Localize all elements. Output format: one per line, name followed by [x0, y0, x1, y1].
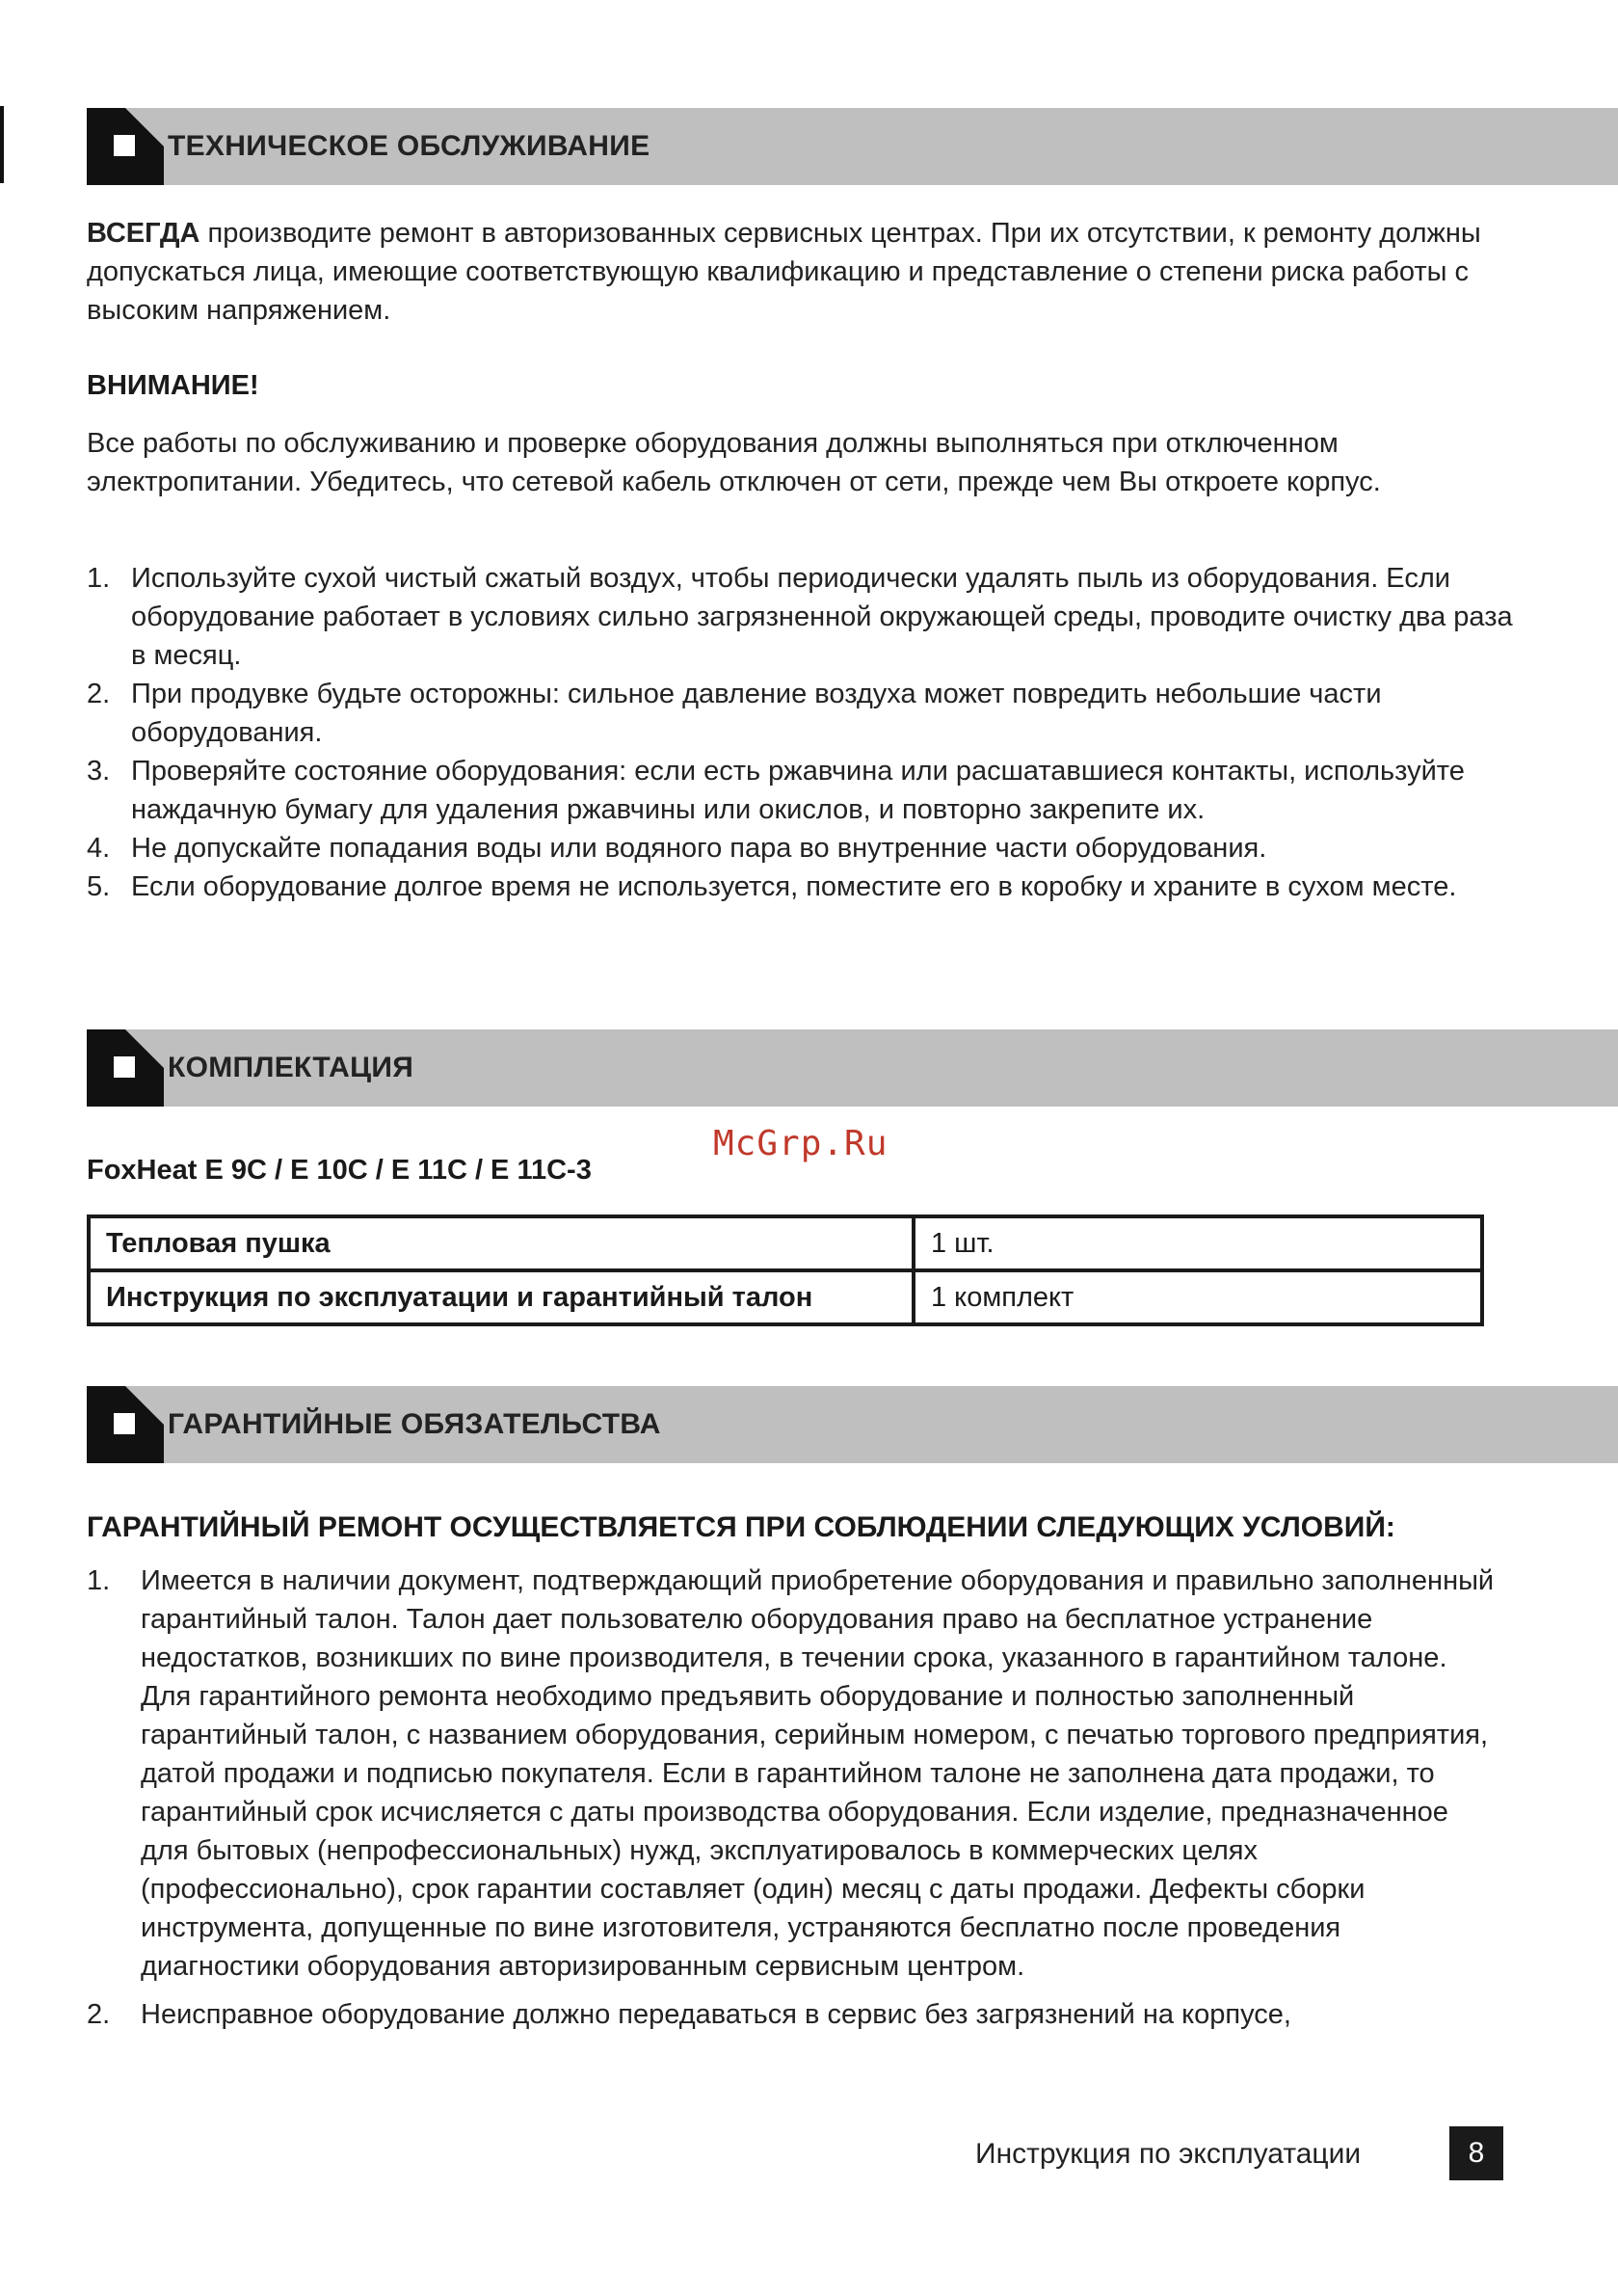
list-number: 4.: [87, 833, 111, 864]
watermark: McGrp.Ru: [713, 1124, 889, 1163]
section-title: ГАРАНТИЙНЫЕ ОБЯЗАТЕЛЬСТВА: [168, 1408, 661, 1440]
qty-cell: 1 комплект: [914, 1270, 1482, 1324]
list-number: 5.: [87, 871, 111, 902]
intro-text: производите ремонт в авторизованных сервисных центрах. При их отсутствии, к ремонту должны допускаться лица, имеющие соответствующую квалификацию и представление о степени риска работы с высоким напряжением.: [87, 218, 1481, 326]
intro-bold: ВСЕГДА: [87, 218, 200, 249]
section-marker-icon: [87, 1029, 164, 1107]
list-text: При продувке будьте осторожны: сильное давление воздуха может повредить небольшие части оборудования.: [131, 679, 1382, 748]
item-cell: Инструкция по эксплуатации и гарантийный талон: [89, 1270, 914, 1324]
list-item: [87, 752, 1513, 829]
list-item: [87, 675, 1513, 752]
table-row: [89, 1216, 1482, 1270]
list-number: 2.: [87, 679, 111, 709]
list-text: Неисправное оборудование должно передаваться в сервис без загрязнений на корпусе,: [141, 1999, 1291, 2030]
page-number: 8: [1449, 2126, 1503, 2180]
list-item: [87, 1562, 1503, 1986]
list-text: Если оборудование долгое время не используется, поместите его в коробку и храните в сухом месте.: [131, 871, 1457, 902]
item-cell: Тепловая пушка: [89, 1216, 914, 1270]
list-number: 2.: [87, 1999, 111, 2030]
list-number: 1.: [87, 1565, 111, 1596]
list-item: [87, 559, 1513, 675]
attention-heading: ВНИМАНИЕ!: [87, 370, 259, 401]
attention-text: Все работы по обслуживанию и проверке оборудования должны выполняться при отключенном электропитании. Убедитесь, что сетевой кабель отключен от сети, прежде чем Вы откроете корпус.: [87, 428, 1381, 497]
page-edge-mark: [0, 106, 4, 183]
list-number: 1.: [87, 563, 111, 594]
section-header-maintenance: [87, 108, 1618, 185]
package-table: [87, 1215, 1484, 1326]
maintenance-list: [87, 559, 1513, 906]
models-heading: FoxHeat E 9C / E 10C / E 11C / E 11C-3: [87, 1155, 592, 1186]
section-marker-icon: [87, 1386, 164, 1463]
section-header-warranty: [87, 1386, 1618, 1463]
table-row: [89, 1270, 1482, 1324]
warranty-list: [87, 1562, 1503, 2043]
list-number: 3.: [87, 756, 111, 787]
list-text: Используйте сухой чистый сжатый воздух, чтобы периодически удалять пыль из оборудования. Если оборудование работает в условиях сильно загрязненной окружающей среды, проводите очистку два раза в месяц.: [131, 563, 1513, 671]
qty-cell: 1 шт.: [914, 1216, 1482, 1270]
list-text: Имеется в наличии документ, подтверждающий приобретение оборудования и правильно заполненный гарантийный талон. Талон дает пользователю оборудования право на бесплатное устранение недостатков, возникших по вине производителя, в течении срока, указанного в гарантийном талоне. Для гарантийного ремонта необходимо предъявить оборудование и полностью заполненный гарантийный талон, с названием оборудования, серийным номером, с печатью торгового предприятия, датой продажи и подписью покупателя. Если в гарантийном талоне не заполнена дата продажи, то гарантийный срок исчисляется с даты производства оборудования. Если изделие, предназначенное для бытовых (непрофессиональных) нужд, эксплуатировалось в коммерческих целях (профессионально), срок гарантии составляет (один) месяц с даты продажи. Дефекты сборки инструмента, допущенные по вине изготовителя, устраняются бесплатно после проведения диагностики оборудования авторизированным сервисным центром.: [141, 1565, 1495, 1982]
warranty-heading: ГАРАНТИЙНЫЙ РЕМОНТ ОСУЩЕСТВЛЯЕТСЯ ПРИ СОБЛЮДЕНИИ СЛЕДУЮЩИХ УСЛОВИЙ:: [87, 1511, 1395, 1543]
maintenance-intro: [87, 214, 1494, 330]
list-item: [87, 868, 1513, 906]
list-text: Не допускайте попадания воды или водяного пара во внутренние части оборудования.: [131, 833, 1267, 864]
list-item: [87, 829, 1513, 868]
section-title: КОМПЛЕКТАЦИЯ: [168, 1052, 414, 1083]
list-text: Проверяйте состояние оборудования: если есть ржавчина или расшатавшиеся контакты, используйте наждачную бумагу для удаления ржавчины или окислов, и повторно закрепите их.: [131, 756, 1465, 825]
list-item: [87, 1995, 1503, 2034]
section-header-package: [87, 1029, 1618, 1107]
section-title: ТЕХНИЧЕСКОЕ ОБСЛУЖИВАНИЕ: [168, 130, 650, 162]
footer-label: Инструкция по эксплуатации: [975, 2138, 1362, 2170]
section-marker-icon: [87, 108, 164, 185]
